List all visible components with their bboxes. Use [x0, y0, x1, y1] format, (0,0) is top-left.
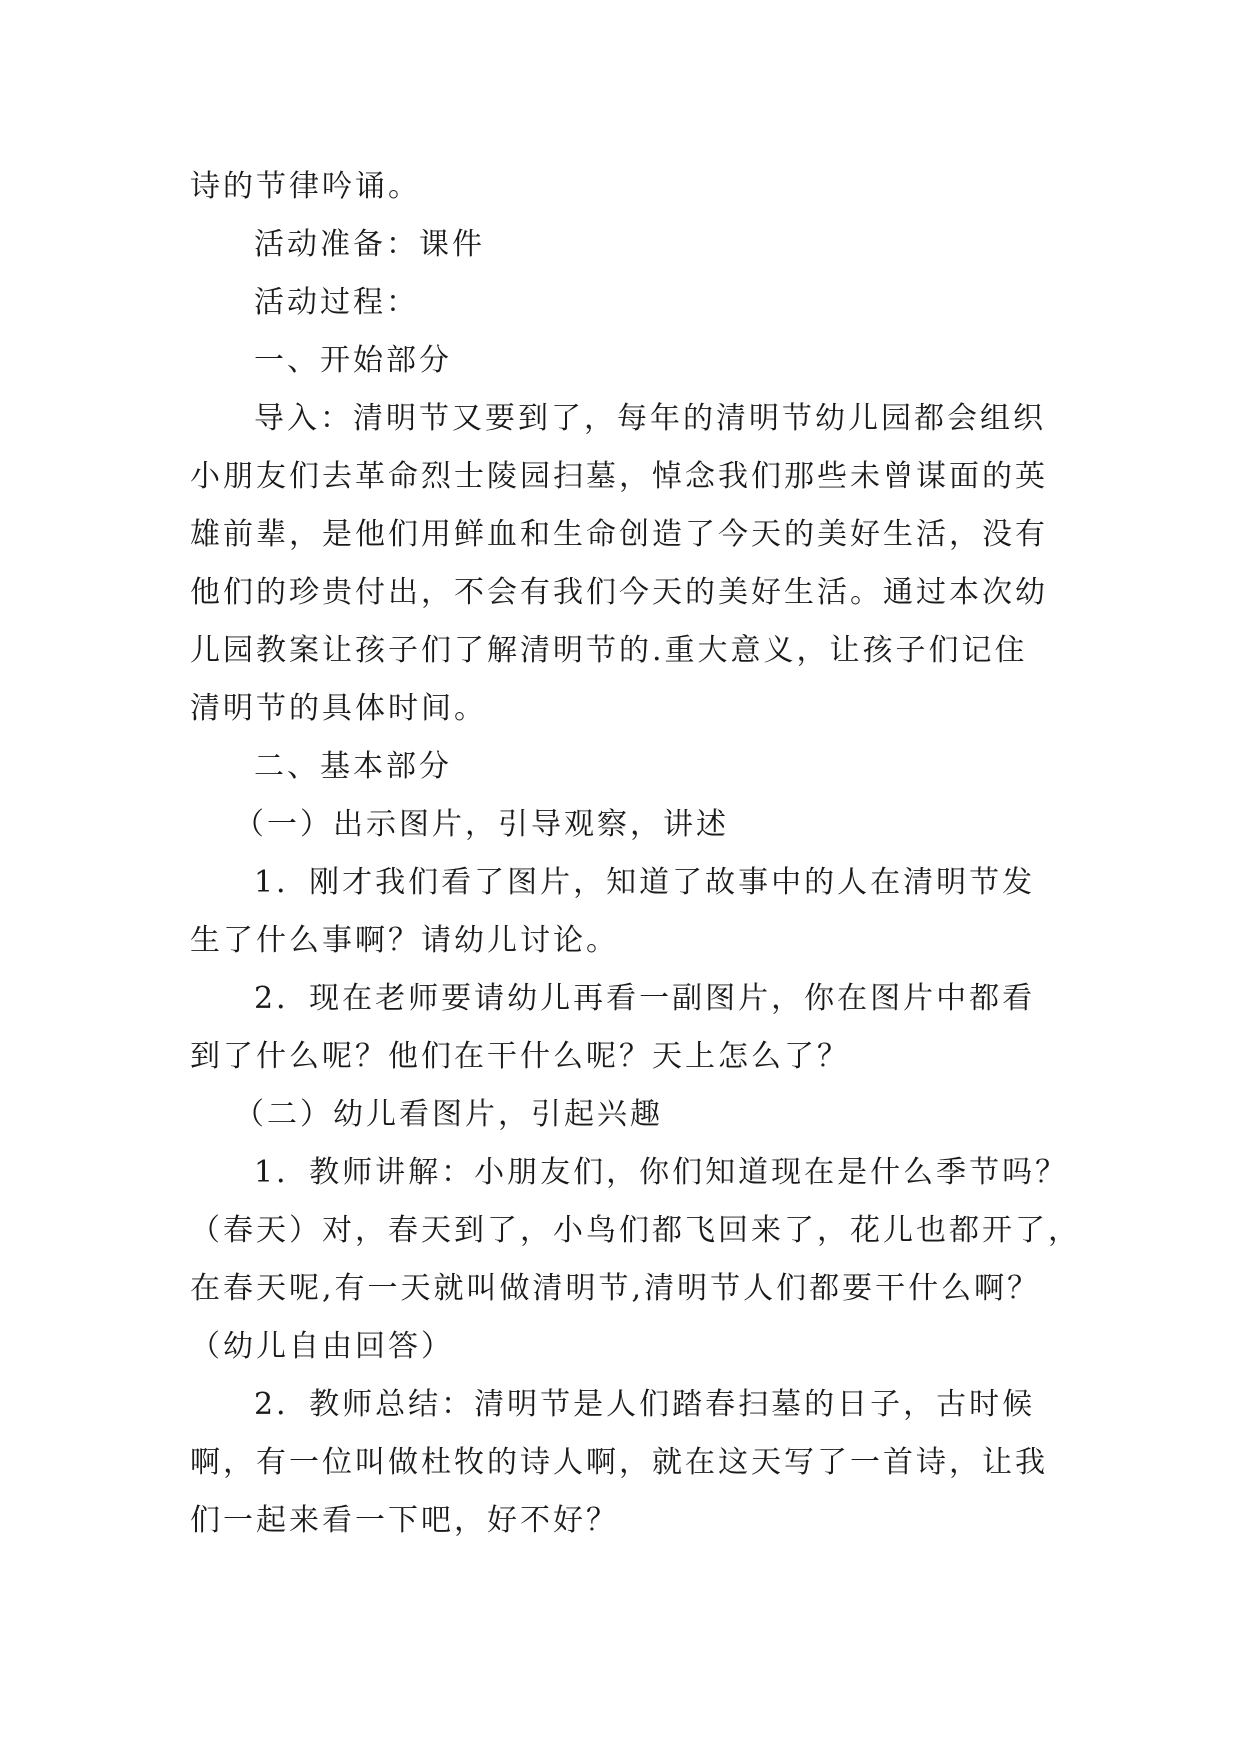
- text-line: 他们的珍贵付出，不会有我们今天的美好生活。通过本次幼: [190, 575, 1048, 610]
- text-line: 活动过程：: [254, 285, 419, 320]
- text-line: 清明节的具体时间。: [190, 691, 487, 726]
- text-line: 到了什么呢？他们在干什么呢？天上怎么了？: [190, 1039, 850, 1074]
- section-heading: 二、基本部分: [254, 749, 452, 784]
- text-line: 雄前辈，是他们用鲜血和生命创造了今天的美好生活，没有: [190, 517, 1048, 552]
- text-line: 活动准备：课件: [254, 227, 485, 262]
- text-line: （春天）对，春天到了，小鸟们都飞回来了，花儿也都开了，: [190, 1213, 1081, 1248]
- text-line: 1．刚才我们看了图片，知道了故事中的人在清明节发: [254, 865, 1036, 900]
- text-line: 儿园教案让孩子们了解清明节的.重大意义，让孩子们记住: [190, 633, 1028, 668]
- subsection-heading: （二）幼儿看图片，引起兴趣: [234, 1097, 663, 1132]
- section-heading: 一、开始部分: [254, 343, 452, 378]
- text-line: 生了什么事啊？请幼儿讨论。: [190, 923, 619, 958]
- text-line: 1．教师讲解：小朋友们，你们知道现在是什么季节吗？: [254, 1155, 1069, 1190]
- text-line: 们一起来看一下吧，好不好？: [190, 1503, 619, 1538]
- text-line: 在春天呢,有一天就叫做清明节,清明节人们都要干什么啊？: [190, 1271, 1041, 1306]
- text-line: 小朋友们去革命烈士陵园扫墓，悼念我们那些未曾谋面的英: [190, 459, 1048, 494]
- text-line: （幼儿自由回答）: [190, 1329, 454, 1364]
- text-line: 啊，有一位叫做杜牧的诗人啊，就在这天写了一首诗，让我: [190, 1445, 1048, 1480]
- text-line: 导入：清明节又要到了，每年的清明节幼儿园都会组织: [254, 401, 1046, 436]
- subsection-heading: （一）出示图片，引导观察，讲述: [234, 807, 729, 842]
- text-line: 诗的节律吟诵。: [190, 169, 421, 204]
- text-line: 2．现在老师要请幼儿再看一副图片，你在图片中都看: [254, 981, 1036, 1016]
- document-body: [190, 158, 1081, 1550]
- text-line: 2．教师总结：清明节是人们踏春扫墓的日子，古时候: [254, 1387, 1036, 1422]
